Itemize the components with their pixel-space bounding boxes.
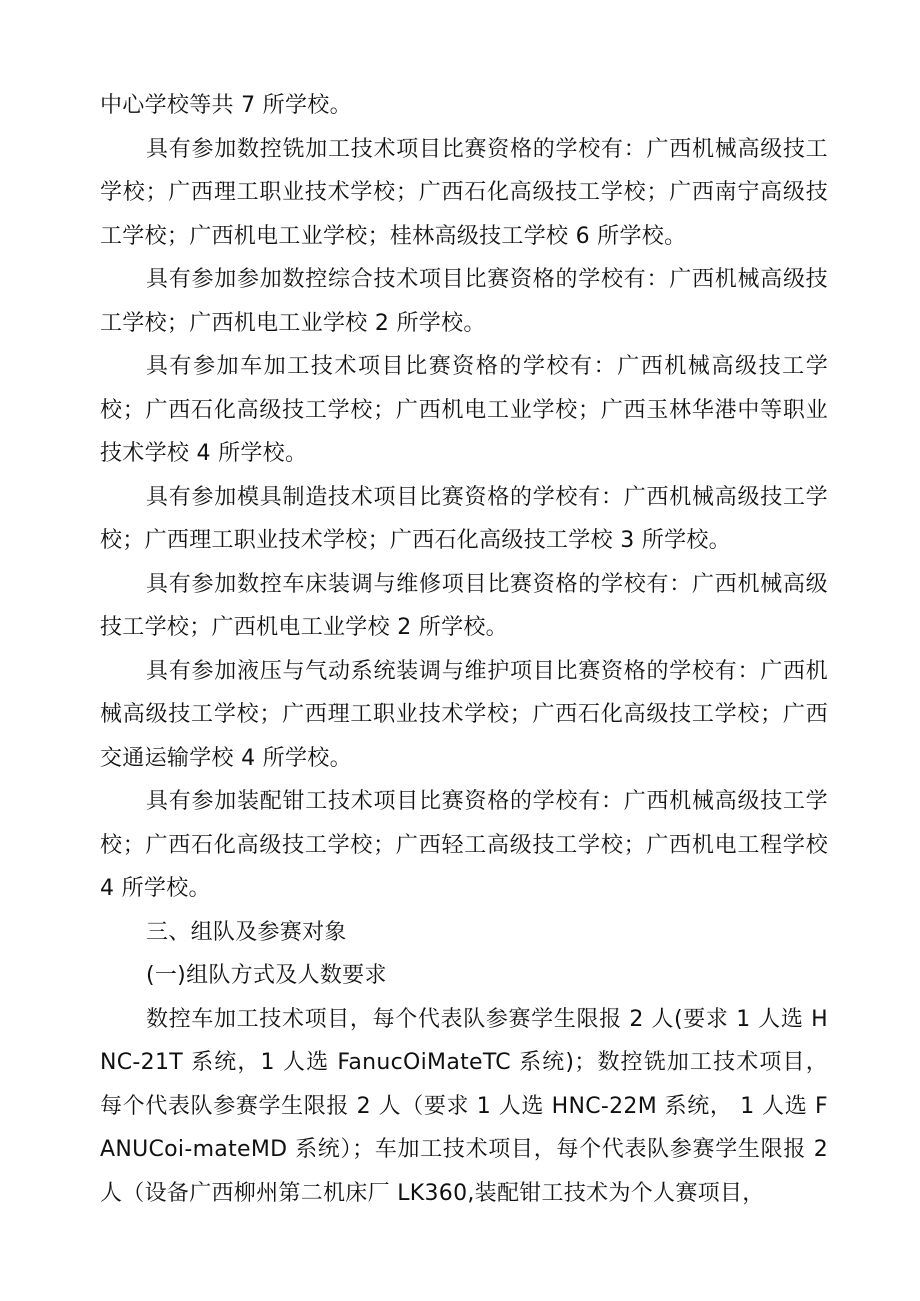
document-body: [100, 84, 828, 1215]
paragraph-cnc-lathe-maintenance-schools: 具有参加数控车床装调与维修项目比赛资格的学校有：广西机械高级技工学校；广西机电工业学校 2 所学校。: [100, 571, 828, 640]
paragraph-hydraulic-pneumatic-schools: 具有参加液压与气动系统装调与维护项目比赛资格的学校有：广西机械高级技工学校；广西理工职业技术学校；广西石化高级技工学校；广西交通运输学校 4 所学校。: [100, 658, 828, 771]
paragraph-turning-schools: 具有参加车加工技术项目比赛资格的学校有：广西机械高级技工学校；广西石化高级技工学校；广西机电工业学校；广西玉林华港中等职业技术学校 4 所学校。: [100, 354, 828, 466]
section-heading-team-formation: 三、组队及参赛对象: [146, 919, 347, 945]
paragraph-cnc-integrated-schools: 具有参加参加数控综合技术项目比赛资格的学校有：广西机械高级技工学校；广西机电工业学校 2 所学校。: [100, 267, 828, 336]
subsection-heading-team-size: (一)组队方式及人数要求: [146, 963, 387, 988]
paragraph-school-count-continuation: 中心学校等共 7 所学校。: [100, 93, 352, 118]
paragraph-fitter-schools: 具有参加装配钳工技术项目比赛资格的学校有：广西机械高级技工学校；广西石化高级技工学校；广西轻工高级技工学校；广西机电工程学校 4 所学校。: [100, 789, 828, 901]
paragraph-mold-making-schools: 具有参加模具制造技术项目比赛资格的学校有：广西机械高级技工学校；广西理工职业技术学校；广西石化高级技工学校 3 所学校。: [100, 484, 828, 553]
paragraph-team-requirements: 数控车加工技术项目，每个代表队参赛学生限报 2 人(要求 1 人选 HNC-21T 系统，1 人选 FanucOiMateTC 系统)；数控铣加工技术项目，每个代表队参赛学生限报 2 人（要求 1 人选 HNC-22M 系统， 1 人选 FANUCoi-mateMD 系统）；车加工技术项目，每个代表队参赛学生限报 2 人（设备广西柳州第二机床厂 LK360,装配钳工技术为个人赛项目，: [100, 1006, 828, 1206]
paragraph-cnc-milling-schools: 具有参加数控铣加工技术项目比赛资格的学校有：广西机械高级技工学校；广西理工职业技术学校；广西石化高级技工学校；广西南宁高级技工学校；广西机电工业学校；桂林高级技工学校 6 所学校。: [100, 136, 828, 249]
